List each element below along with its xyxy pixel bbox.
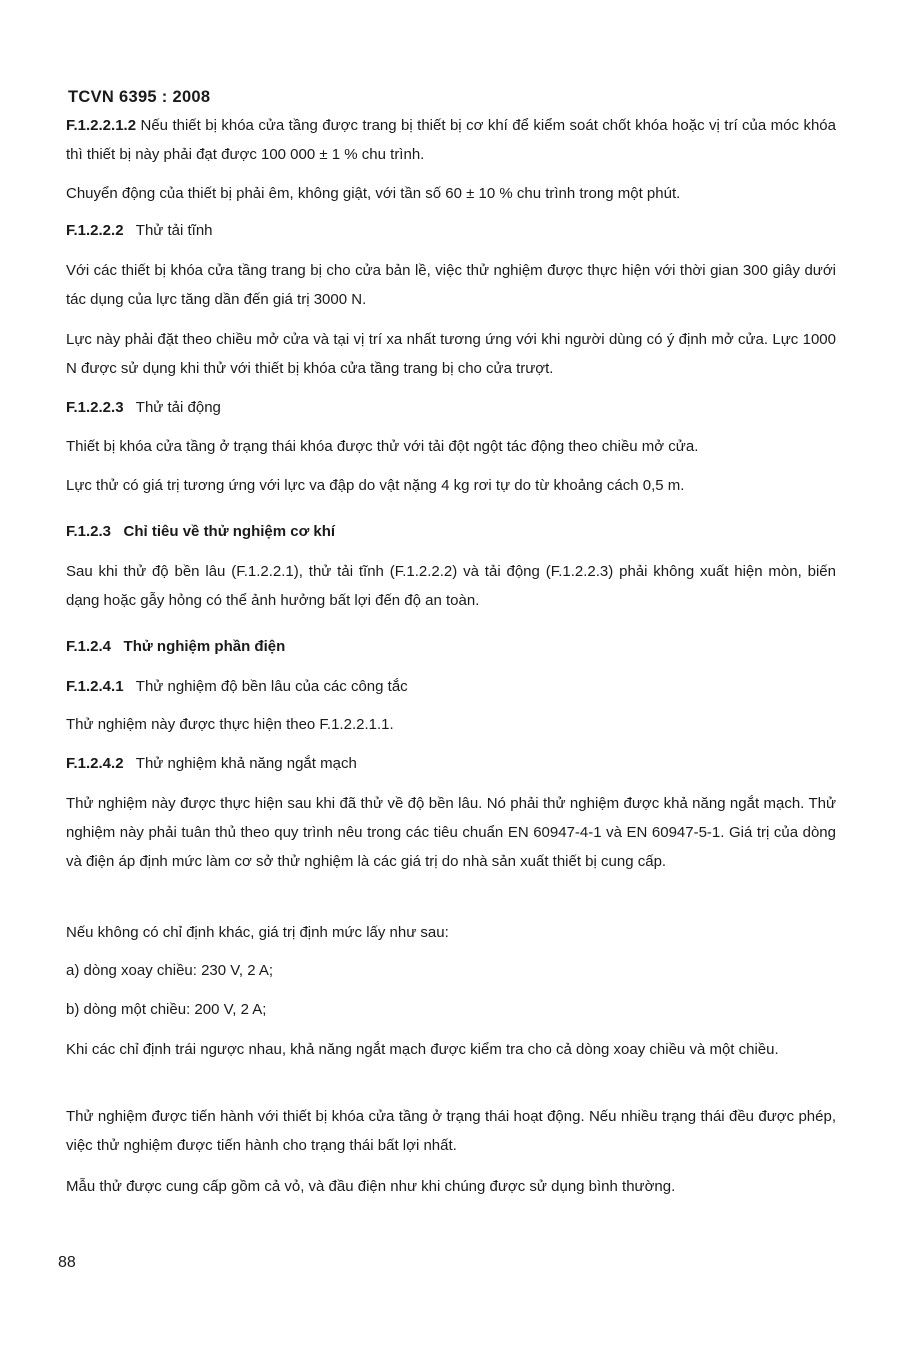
paragraph: Với các thiết bị khóa cửa tầng trang bị cho cửa bản lề, việc thử nghiệm được thực hiện với thời gian 300 giây dưới tác dụng của lực tăng dần đến giá trị 3000 N. xyxy=(66,262,836,308)
clause-title: Thử nghiệm độ bền lâu của các công tắc xyxy=(135,678,408,695)
clause-number: F.1.2.4.2 xyxy=(66,755,124,772)
paragraph-f12212 xyxy=(66,111,836,169)
paragraph: Nếu không có chỉ định khác, giá trị định mức lấy như sau: xyxy=(66,924,449,941)
clause-number: F.1.2.3 xyxy=(66,523,112,540)
clause-title: Thử nghiệm khả năng ngắt mạch xyxy=(135,755,357,772)
clause-number: F.1.2.2.3 xyxy=(66,399,124,416)
paragraph: Thử nghiệm này được thực hiện sau khi đã thử về độ bền lâu. Nó phải thử nghiệm được khả năng ngắt mạch. Thử nghiệm này phải tuân thủ theo quy trình nêu trong các tiêu chuẩn EN 60947-4-1 và EN 60947-5-1. Giá trị của dòng và điện áp định mức làm cơ sở thử nghiệm là các giá trị do nhà sản xuất thiết bị cung cấp. xyxy=(66,795,836,870)
paragraph: Mẫu thử được cung cấp gồm cả vỏ, và đầu điện như khi chúng được sử dụng bình thường. xyxy=(66,1178,676,1195)
paragraph: Thiết bị khóa cửa tầng ở trạng thái khóa được thử với tải đột ngột tác động theo chiều mở cửa. xyxy=(66,438,699,455)
paragraph: Thử nghiệm này được thực hiện theo F.1.2.2.1.1. xyxy=(66,716,394,733)
paragraph: Chuyển động của thiết bị phải êm, không giật, với tần số 60 ± 10 % chu trình trong một phút. xyxy=(66,185,681,202)
clause-text: Nếu thiết bị khóa cửa tầng được trang bị thiết bị cơ khí để kiểm soát chốt khóa hoặc vị trí của móc khóa thì thiết bị này phải đạt được 100 000 ± 1 % chu trình. xyxy=(66,117,836,163)
clause-number: F.1.2.4.1 xyxy=(66,678,124,695)
page-number: 88 xyxy=(58,1254,76,1271)
clause-title: Thử tải động xyxy=(135,399,221,416)
clause-heading-f12241 xyxy=(66,672,836,701)
document-header: TCVN 6395 : 2008 xyxy=(68,88,211,106)
paragraph: Khi các chỉ định trái ngược nhau, khả năng ngắt mạch được kiểm tra cho cả dòng xoay chiều và một chiều. xyxy=(66,1041,779,1058)
clause-number: F.1.2.2.1.2 xyxy=(66,117,137,134)
clause-title: Thử nghiệm phần điện xyxy=(123,638,286,655)
clause-number: F.1.2.4 xyxy=(66,638,112,655)
clause-heading-f12222 xyxy=(66,216,836,245)
paragraph: Thử nghiệm được tiến hành với thiết bị khóa cửa tầng ở trạng thái hoạt động. Nếu nhiều trạng thái đều được phép, việc thử nghiệm được tiến hành cho trạng thái bất lợi nhất. xyxy=(66,1108,836,1154)
clause-heading-f12242 xyxy=(66,749,836,778)
clause-number: F.1.2.2.2 xyxy=(66,222,124,239)
list-item-a: a) dòng xoay chiều: 230 V, 2 A; xyxy=(66,962,274,979)
clause-title: Thử tải tĩnh xyxy=(135,222,213,239)
paragraph: Lực thử có giá trị tương ứng với lực va đập do vật nặng 4 kg rơi tự do từ khoảng cách 0,5 m. xyxy=(66,477,685,494)
list-item-b: b) dòng một chiều: 200 V, 2 A; xyxy=(66,1001,267,1018)
clause-heading-f12223 xyxy=(66,393,836,422)
clause-heading-f1224 xyxy=(66,632,836,661)
clause-heading-f1223 xyxy=(66,517,836,546)
paragraph: Lực này phải đặt theo chiều mở cửa và tại vị trí xa nhất tương ứng với khi người dùng có ý định mở cửa. Lực 1000 N được sử dụng khi thử với thiết bị khóa cửa tầng trang bị cho cửa trượt. xyxy=(66,331,836,377)
paragraph: Sau khi thử độ bền lâu (F.1.2.2.1), thử tải tĩnh (F.1.2.2.2) và tải động (F.1.2.2.3) phải không xuất hiện mòn, biến dạng hoặc gẫy hỏng có thể ảnh hưởng bất lợi đến độ an toàn. xyxy=(66,563,836,609)
clause-title: Chỉ tiêu về thử nghiệm cơ khí xyxy=(123,523,336,540)
